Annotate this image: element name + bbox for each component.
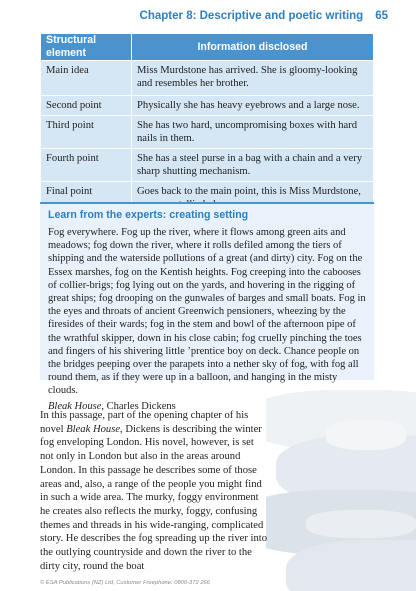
copyright-footer: © ESA Publications (NZ) Ltd, Customer Freephone: 0800-372 266 [40,580,211,586]
information-cell: Goes back to the main point, this is Miss Murdstone, [132,182,374,215]
page-number: 65 [375,10,388,22]
structural-element-cell: Fourth point [41,149,132,182]
expert-box [40,202,374,412]
information-cell: She has a steel purse in a bag with a chain and a very sharp shutting mechanism. [132,149,374,182]
structural-element-cell: Main idea [41,61,132,96]
source-title: Bleak House [48,400,102,412]
source-author: , Charles Dickens [101,400,176,412]
fog-illustration [266,380,416,591]
body-text-rest: , Dickens is describing the winter fog enveloping London. His novel, however, is set not only in London but also in the areas around London. In this passage he describes some of those areas and, also, a range of the people you might find in such a wide area. The murky, foggy environment he creates also reflects the murky, foggy, confusing themes and threads in his wide-ranging, complicated story. He describes the fog spreading up the river into the outlying countryside and down the river to the dirty city, round the boat [40,423,268,572]
table-row [41,61,374,96]
structural-element-cell: Final point [41,182,132,215]
structure-table [40,33,374,215]
information-cell: Physically she has heavy eyebrows and a large nose. [132,96,374,116]
table-row [41,116,374,149]
structural-element-cell: Third point [41,116,132,149]
table-header-row [41,34,374,61]
column-header-structural-element: Structural element [41,34,132,61]
information-cell: She has two hard, uncompromising boxes with hard nails in them. [132,116,374,149]
expert-box-title: Learn from the experts: creating setting [48,209,249,221]
page-header [140,10,388,22]
table-row [41,96,374,116]
column-header-information-disclosed: Information disclosed [132,34,374,61]
information-cell: Miss Murdstone has arrived. She is gloomy-looking and resembles her brother. [132,61,374,96]
table-row [41,149,374,182]
chapter-title: Chapter 8: Descriptive and poetic writing [139,10,364,22]
structural-element-cell: Second point [41,96,132,116]
body-paragraph [40,409,268,573]
dickens-quote: Fog everywhere. Fog up the river, where it flows among green aits and meadows; fog down the river, where it rolls defiled among the tiers of shipping and the waterside pollutions of a great (and dirty) city. Fog on the Essex marshes, fog on the Kentish heights. Fog creeping into the cabooses of collier-brigs; fog lying out on the yards, and hovering in the rigging of great ships; fog drooping on the gunwales of barges and small boats. Fog in the eyes and throats of ancient Greenwich pensioners, wheezing by the firesides of their wards; fog in the stem and bowl of the afternoon pipe of the wrathful skipper, down in his close cabin; fog cruelly pinching the toes and fingers of his shivering little ’prentice boy on deck. Chance people on the bridges peeping over the parapets into a nether sky of fog, with fog all round them, as if they were up in a balloon, and hanging in the misty clouds. [48,227,366,397]
body-text-start: In this passage, part of the opening chapter of his novel [40,410,249,435]
novel-title: Bleak House [66,423,121,435]
